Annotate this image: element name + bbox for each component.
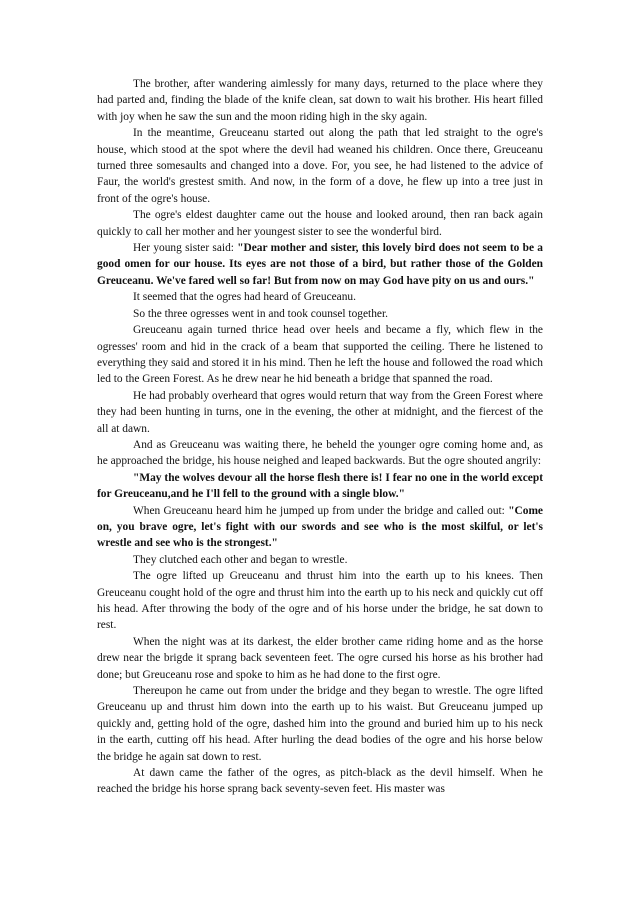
bold-quote: "Dear mother and sister, this lovely bird does not seem to be a good omen for our house. Its eyes are not those of a bird, but rather those of the Golden Greuceanu. We've fared well so far! But from now on may God have pity on us and ours." [97,242,543,287]
bold-quote: "Come on, you brave ogre, let's fight with our swords and see who is the most skilful, or let's wrestle and see who is the strongest." [97,504,543,550]
paragraph: They clutched each other and began to wrestle. [133,553,348,566]
paragraph: In the meantime, Greuceanu started out along the path that led straight to the ogre's house, which stood at the spot where the devil had weaned his children. Once there, Greuceanu turned three somesaults and changed into a dove. For, you see, he had listened to the advice of Faur, the world's grestest smith. And now, in the form of a dove, he flew up into a tree just in front of the ogre's house. [97,127,543,205]
paragraph: He had probably overheard that ogres would return that way from the Green Forest where they had been hunting in turns, one in the evening, the other at midnight, and the fiercest of the all at dawn. [97,389,543,435]
paragraph: The brother, after wandering aimlessly for many days, returned to the place where they had parted and, finding the blade of the knife clean, sat down to wait his brother. His heart filled with joy when he saw the sun and the moon riding high in the sky again. [97,78,543,123]
paragraph-dialogue [97,503,543,552]
paragraph: When the night was at its darkest, the elder brother came riding home and as the horse drew near the brigde it sprang back seventeen feet. The ogre cursed his horse as his brother had done; but Greuceanu rose and spoke to him as he had done to the first ogre. [97,635,543,681]
paragraph-bold-quote: "May the wolves devour all the horse flesh there is! I fear no one in the world except for Greuceanu,and he I'll fell to the ground with a single blow." [97,471,543,501]
paragraph: Thereupon he came out from under the bridge and they began to wrestle. The ogre lifted Greuceanu up and thrust him down into the earth up to his waist. But Greuceanu jumped up quickly and, getting hold of the ogre, dashed him into the ground and buried him up to his neck in the earth, cutting off his head. After hurling the dead bodies of the ogre and his horse below the bridge he again sat down to rest. [97,685,543,763]
paragraph: The ogre lifted up Greuceanu and thrust him into the earth up to his knees. Then Greuceanu cought hold of the ogre and thrust him into the earth up to his neck and quickly cut off his head. After throwing the body of the ogre and of his horse under the bridge, he sat down to rest. [97,570,543,632]
paragraph: And as Greuceanu was waiting there, he beheld the younger ogre coming home and, as he approached the bridge, his house neighed and leaped backwards. But the ogre shouted angrily: [97,438,543,468]
paragraph-dialogue [97,240,543,289]
paragraph: Greuceanu again turned thrice head over heels and became a fly, which flew in the ogresses' room and hid in the crack of a beam that supported the ceiling. There he listened to everything they said and stored it in his mind. Then he left the house and followed the road which led to the Green Forest. As he drew near he hid beneath a bridge that spanned the road. [97,324,543,386]
paragraph: The ogre's eldest daughter came out the house and looked around, then ran back again quickly to call her mother and her youngest sister to see the wonderful bird. [97,209,543,238]
paragraph: So the three ogresses went in and took counsel together. [133,307,388,320]
paragraph: At dawn came the father of the ogres, as pitch-black as the devil himself. When he reached the bridge his horse sprang back seventy-seven feet. His master was [97,767,543,796]
paragraph: It seemed that the ogres had heard of Greuceanu. [133,291,356,304]
paragraph-lead: When Greuceanu heard him he jumped up from under the bridge and called out: [133,504,509,517]
paragraph-lead: Her young sister said: [133,242,238,255]
document-page [97,76,543,798]
